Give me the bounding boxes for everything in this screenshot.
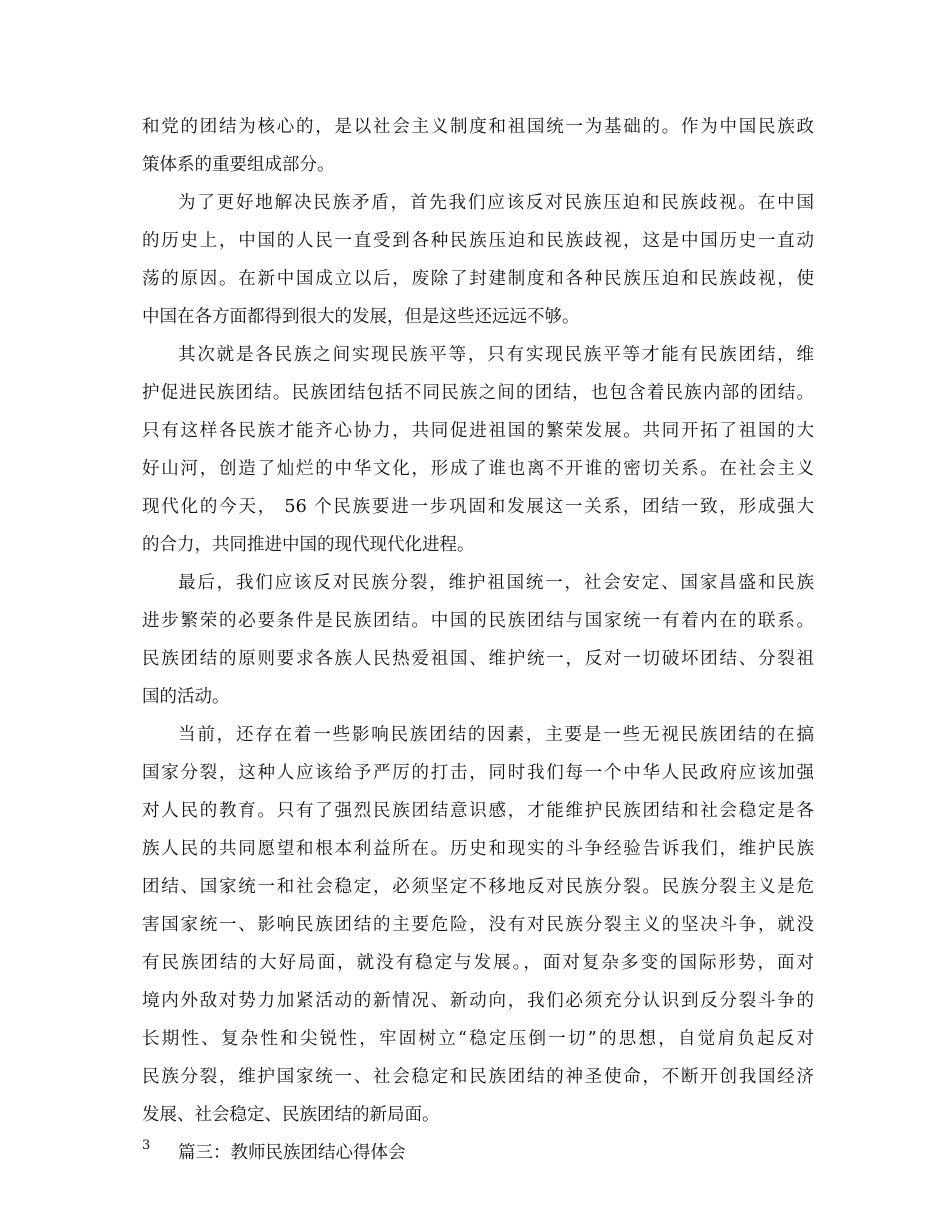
paragraph-start-line: 最后，我们应该反对民族分裂，维护祖国统一，社会安定、国家昌盛和民族 bbox=[178, 573, 814, 593]
text-line: 国家分裂，这种人应该给予严厉的打击，同时我们每一个中华人民政府应该加强 bbox=[142, 763, 814, 783]
text-line: 对人民的教育。只有了强烈民族团结意识感，才能维护民族团结和社会稳定是各 bbox=[142, 801, 814, 821]
text-line: 现代化的今天， 56 个民族要进一步巩固和发展这一关系，团结一致，形成强大 bbox=[142, 497, 814, 517]
text-line: 国的活动。 bbox=[142, 687, 230, 707]
text-line: 进步繁荣的必要条件是民族团结。中国的民族团结与国家统一有着内在的联系。 bbox=[142, 611, 814, 631]
paragraph-start-line: 当前，还存在着一些影响民族团结的因素，主要是一些无视民族团结的在搞 bbox=[178, 725, 814, 745]
text-line: 民族分裂，维护国家统一、社会稳定和民族团结的神圣使命，不断开创我国经济 bbox=[142, 1067, 814, 1087]
text-line: 团结、国家统一和社会稳定，必须坚定不移地反对民族分裂。民族分裂主义是危 bbox=[142, 877, 814, 897]
text-line: 荡的原因。在新中国成立以后，废除了封建制度和各种民族压迫和民族歧视，使 bbox=[142, 269, 814, 289]
page-number: 3 bbox=[142, 1138, 151, 1153]
text-line: 的历史上，中国的人民一直受到各种民族压迫和民族歧视，这是中国历史一直动 bbox=[142, 231, 814, 251]
text-line: 中国在各方面都得到很大的发展，但是这些还远远不够。 bbox=[142, 307, 580, 327]
text-line: 民族团结的原则要求各族人民热爱祖国、维护统一，反对一切破坏团结、分裂祖 bbox=[142, 649, 814, 669]
body-text bbox=[142, 112, 814, 1176]
paragraph-start-line: 其次就是各民族之间实现民族平等，只有实现民族平等才能有民族团结，维 bbox=[178, 345, 814, 365]
text-line: 只有这样各民族才能齐心协力，共同促进祖国的繁荣发展。共同开拓了祖国的大 bbox=[142, 421, 814, 441]
text-line: 长期性、复杂性和尖锐性，牢固树立“稳定压倒一切”的思想，自觉肩负起反对 bbox=[142, 1029, 814, 1049]
text-line: 策体系的重要组成部分。 bbox=[142, 155, 335, 175]
text-line: 有民族团结的大好局面，就没有稳定与发展。，面对复杂多变的国际形势，面对 bbox=[142, 953, 814, 973]
text-line: 护促进民族团结。民族团结包括不同民族之间的团结，也包含着民族内部的团结。 bbox=[142, 383, 814, 403]
paragraph-start-line: 为了更好地解决民族矛盾，首先我们应该反对民族压迫和民族歧视。在中国 bbox=[178, 193, 814, 213]
section-heading: 篇三：教师民族团结心得体会 bbox=[178, 1143, 406, 1163]
text-line: 族人民的共同愿望和根本利益所在。历史和现实的斗争经验告诉我们，维护民族 bbox=[142, 839, 814, 859]
text-line: 好山河，创造了灿烂的中华文化，形成了谁也离不开谁的密切关系。在社会主义 bbox=[142, 459, 814, 479]
text-line: 的合力，共同推进中国的现代现代化进程。 bbox=[142, 535, 475, 555]
text-line: 和党的团结为核心的，是以社会主义制度和祖国统一为基础的。作为中国民族政 bbox=[142, 117, 814, 137]
text-line: 发展、社会稳定、民族团结的新局面。 bbox=[142, 1105, 440, 1125]
text-line: 害国家统一、影响民族团结的主要危险，没有对民族分裂主义的坚决斗争，就没 bbox=[142, 915, 814, 935]
text-line: 境内外敌对势力加紧活动的新情况、新动向，我们必须充分认识到反分裂斗争的 bbox=[142, 991, 814, 1011]
